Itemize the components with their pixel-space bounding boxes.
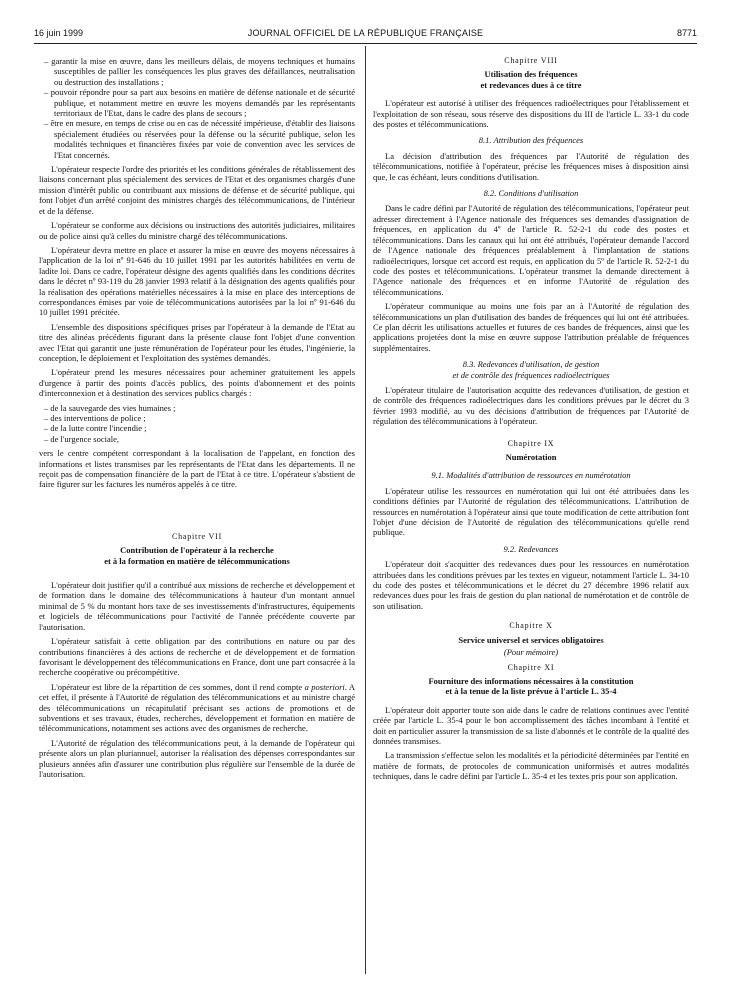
- paragraph: L'Autorité de régulation des télécommunications peut, à la demande de l'opérateur qui présente alors un plan pluriannuel, autoriser la réalisation des dépenses correspondantes sur plusieurs années afin d'assurer une contribution plus régulière sur l'ensemble de la durée de l'autorisation.: [39, 737, 355, 779]
- column-divider: [365, 46, 366, 974]
- chapter-title: [373, 69, 689, 90]
- list-item: – de la sauvegarde des vies humaines ;: [44, 402, 176, 413]
- chapter-title: [39, 545, 355, 566]
- paragraph: Dans le cadre défini par l'Autorité de régulation des télécommunications, l'opérateur peut adresser directement à l'Agence nationale des fréquences ses demandes d'assignation de fréquences, en application du 4º de l'article R. 52-2-1 du code des postes et télécommunications. Dans les canaux qui lui ont été attribués, l'opérateur demande l'accord de l'Agence nationale des fréquences préalablement à l'implantation de stations radioélectriques, lorsque cet accord est requis, en application du 5º de l'article R. 52-2-1 du code des postes et télécommunications. L'opérateur transmet la demande directement à l'Agence nationale des fréquences et en informe l'Autorité de régulation des télécommunications.: [373, 203, 689, 297]
- section-heading: 9.2. Redevances: [503, 543, 559, 554]
- chapter-subtitle: (Pour mémoire): [503, 647, 559, 658]
- paragraph: [39, 682, 355, 734]
- chapter-title-line: et redevances dues à ce titre: [480, 79, 582, 90]
- section-heading-line: et de contrôle des fréquences radioélectriques: [452, 369, 610, 380]
- paragraph: La transmission s'effectue selon les modalités et la périodicité déterminées par l'entité en matière de formats, de protocoles de communication uniformisés et autres modalités techniques, dans le cadre défini par l'article L. 35-4 et les textes pris pour son application.: [373, 750, 689, 782]
- paragraph: L'opérateur satisfait à cette obligation par des contributions en nature ou par des contributions financières à des actions de recherche et de développement et de formation favorisant le développement des télécommunications en France, dont une part consacrée à la recherche coopérative ou précompétitive.: [39, 636, 355, 678]
- header-rule: [34, 43, 697, 44]
- list-item: – être en mesure, en temps de crise ou en cas de nécessité impérieuse, d'établir des liaisons spécialement étudiées ou réservées pour la défense ou la sécurité publique, selon les modalités techniques et financières fixées par voie de convention avec les services de l'Etat concernés.: [44, 118, 355, 160]
- chapter-title-line: Utilisation des fréquences: [484, 69, 578, 80]
- list-item: – de la lutte contre l'incendie ;: [44, 423, 147, 434]
- header-page-number: 8771: [676, 28, 697, 38]
- paragraph: L'ensemble des dispositions spécifiques prises par l'opérateur à la demande de l'Etat au titre des alinéas précédents figurant dans la présente clause font l'objet d'une convention avec l'Etat qui garantit une juste rémunération de l'opérateur pour les études, l'ingénierie, la conception, le déploiement et l'exploitation des systèmes demandés.: [39, 321, 355, 363]
- paragraph: L'opérateur devra mettre en place et assurer la mise en œuvre des moyens nécessaires à l'application de la loi nº 91-646 du 10 juillet 1991 par les autorités habilitées en vertu de ladite loi. Dans ce cadre, l'opérateur désigne des agents qualifiés dans les conditions décrites dans le décret nº 93-119 du 28 janvier 1993 relatif à la désignation des agents qualifiés pour la réalisation des opérations matérielles nécessaires à la mise en place des interceptions de correspondances émises par voie de télécommunications autorisées par la loi nº 91-646 du 10 juillet 1991 précitée.: [39, 244, 355, 318]
- paragraph: L'opérateur est autorisé à utiliser des fréquences radioélectriques pour l'établissement et l'exploitation de son réseau, sous réserve des dispositions du III de l'article L. 33-1 du code des postes et télécommunications.: [373, 98, 689, 130]
- text-run: . A cet effet, il présente à l'Autorité de régulation des télécommunications et au ministre chargé des télécommunications un récapitulatif précisant ses actions de promotions et de subventions et ses travaux, études, recherches, développement et formation en matière de télécommunications, notamment ses actions avec des organismes de recherche.: [39, 681, 356, 734]
- chapter-title: Service universel et services obligatoires: [458, 634, 604, 645]
- chapter-heading: Chapitre X: [509, 621, 553, 631]
- paragraph: L'opérateur se conforme aux décisions ou instructions des autorités judiciaires, militaires ou de police ainsi qu'à celles du ministre chargé des télécommunications.: [39, 220, 355, 241]
- list-item: – de l'urgence sociale,: [44, 433, 120, 444]
- paragraph: L'opérateur doit justifier qu'il a contribué aux missions de recherche et développement et de formation dans le domaine des télécommunications à hauteur d'un montant annuel minimal de 5 % du montant hors taxe de ses investissements d'infrastructures, équipements et logiciels de télécommunications pour l'activité de l'année précédente couverte par l'autorisation.: [39, 580, 355, 632]
- paragraph: L'opérateur utilise les ressources en numérotation qui lui ont été attribuées dans les conditions définies par l'Autorité de régulation des télécommunications. L'attribution de ressources en numérotation à l'opérateur ainsi que toute modification de cette attribution font l'objet d'une décision de l'Autorité de régulation des télécommunications qu'elle rend publique.: [373, 485, 689, 538]
- chapter-heading: Chapitre VIII: [504, 56, 558, 65]
- list-item: – des interventions de police ;: [44, 413, 146, 423]
- list-item: – pouvoir répondre pour sa part aux besoins en matière de défense nationale et de sécurité publique, et notamment mettre en œuvre les moyens demandés par les représentants territoriaux de l'Etat, dans le cadre des plans de secours ;: [44, 87, 355, 119]
- section-heading: 8.2. Conditions d'utilisation: [483, 188, 579, 199]
- paragraph: vers le centre compétent correspondant à la localisation de l'appelant, en fonction des informations et listes transmises par les représentants de l'Etat dans les départements. Il ne reçoit pas de compensation financière de la part de l'Etat à ce titre. L'opérateur s'abstient de faire figurer sur les factures les numéros appelés à ce titre.: [39, 448, 355, 490]
- section-heading: 9.1. Modalités d'attribution de ressources en numérotation: [431, 470, 631, 481]
- right-column: [373, 56, 689, 786]
- chapter-title: [373, 676, 689, 697]
- left-column: [39, 56, 355, 783]
- chapter-heading: Chapitre VII: [171, 531, 223, 541]
- chapter-title-line: et à la tenue de la liste prévue à l'article L. 35-4: [445, 686, 617, 697]
- page-header: [34, 28, 697, 42]
- paragraph: L'opérateur doit s'acquitter des redevances dues pour les ressources en numérotation attribuées dans les conditions prévues par les textes en vigueur, notamment l'article L. 34-10 du code des postes et télécommunications et le décret du 27 décembre 1996 relatif aux redevances dues pour les frais de gestion du plan national de numérotation et de contrôle de son utilisation.: [373, 559, 689, 611]
- section-heading-line: 8.3. Redevances d'utilisation, de gestion: [462, 359, 600, 370]
- paragraph: L'opérateur respecte l'ordre des priorités et les conditions générales de rétablissement des liaisons concernant plus spécialement des services de l'Etat et des organismes chargés d'une mission d'intérêt public ou contribuant aux missions de défense et de sécurité publique, qui font l'objet d'un arrêté conjoint des ministres chargés des télécommunications, de l'intérieur et de la défense.: [39, 164, 355, 216]
- italic-text: a posteriori: [304, 681, 345, 692]
- section-heading: [373, 359, 689, 380]
- header-journal-title: JOURNAL OFFICIEL DE LA RÉPUBLIQUE FRANÇAISE: [247, 28, 484, 38]
- section-heading: 8.1. Attribution des fréquences: [478, 135, 584, 146]
- paragraph: La décision d'attribution des fréquences par l'Autorité de régulation des télécommunications, notifiée à l'opérateur, précise les fréquences mises à disposition ainsi que, le cas échéant, leurs conditions d'utilisation.: [373, 150, 689, 182]
- list-item: – garantir la mise en œuvre, dans les meilleurs délais, de moyens techniques et humains susceptibles de pallier les conséquences les plus graves des défaillances, neutralisation ou destruction des installations ;: [44, 56, 355, 87]
- chapter-title: Numérotation: [505, 452, 557, 462]
- chapter-title-line: et à la formation en matière de télécommunications: [104, 555, 290, 566]
- header-date: 16 juin 1999: [34, 28, 84, 38]
- paragraph: L'opérateur prend les mesures nécessaires pour acheminer gratuitement les appels d'urgence à partir des points d'accès publics, des points d'abonnement et des points d'interconnexion et à destination des services publics chargés :: [39, 367, 355, 399]
- paragraph: L'opérateur doit apporter toute son aide dans le cadre de relations continues avec l'entité créée par l'article L. 35-4 pour le bon accomplissement des tâches incombant à l'entité et doit en particulier assurer la transmission de sa liste d'abonnés et le contrôle de la qualité des données transmises.: [373, 704, 689, 746]
- paragraph: L'opérateur titulaire de l'autorisation acquitte des redevances d'utilisation, de gestion et de contrôle des fréquences radioélectriques dans les conditions prévues par le décret du 3 février 1993 modifié, au vu des décisions d'attribution de fréquences par l'Autorité de régulation des télécommunications à l'opérateur.: [373, 384, 689, 427]
- chapter-heading: Chapitre IX: [507, 438, 555, 448]
- text-run: L'opérateur est libre de la répartition de ces sommes, dont il rend compte: [51, 681, 305, 692]
- chapter-title-line: Fourniture des informations nécessaires à la constitution: [428, 675, 634, 686]
- chapter-heading: Chapitre XI: [507, 662, 555, 672]
- paragraph: L'opérateur communique au moins une fois par an à l'Autorité de régulation des télécommunications un plan d'utilisation des bandes de fréquences qui lui ont été attribuées. Ce plan décrit les utilisations actuelles et futures de ces bandes de fréquences, ainsi que les applications projetées dont la mise en œuvre suppose l'attribution préalable de fréquences supplémentaires.: [373, 301, 689, 353]
- chapter-title-line: Contribution de l'opérateur à la recherche: [120, 545, 274, 556]
